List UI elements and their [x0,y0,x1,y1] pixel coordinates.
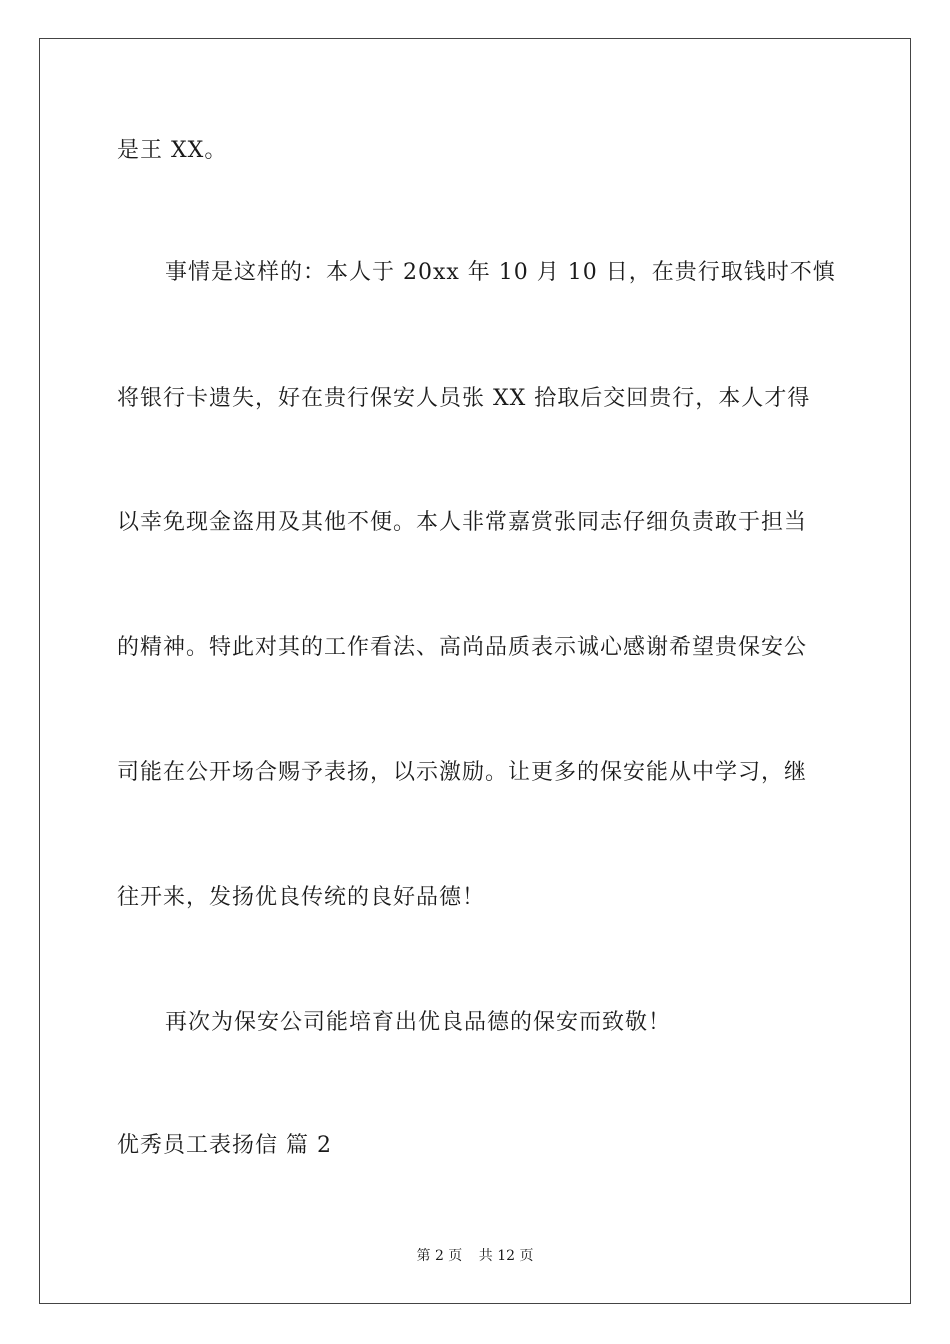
text-line-4: 以幸免现金盗用及其他不便。本人非常嘉赏张同志仔细负责敢于担当 [117,510,808,535]
section-heading: 优秀员工表扬信 篇 2 [117,1133,332,1158]
text-line-7: 往开来，发扬优良传统的良好品德！ [117,885,486,910]
text-line-5: 的精神。特此对其的工作看法、高尚品质表示诚心感谢希望贵保安公 [117,635,808,660]
page-footer [0,1247,950,1265]
text-line-3: 将银行卡遗失，好在贵行保安人员张 XX 拾取后交回贵行，本人才得 [117,386,811,411]
page-number: 第 2 页 [416,1248,463,1264]
page-frame [39,38,911,1304]
page-total: 共 12 页 [478,1248,534,1264]
text-line-1: 是王 XX。 [117,138,228,163]
text-line-8: 再次为保安公司能培育出优良品德的保安而致敬！ [165,1010,672,1035]
text-line-2: 事情是这样的：本人于 20xx 年 10 月 10 日，在贵行取钱时不慎 [165,260,836,285]
text-line-6: 司能在公开场合赐予表扬，以示激励。让更多的保安能从中学习，继 [117,760,808,785]
